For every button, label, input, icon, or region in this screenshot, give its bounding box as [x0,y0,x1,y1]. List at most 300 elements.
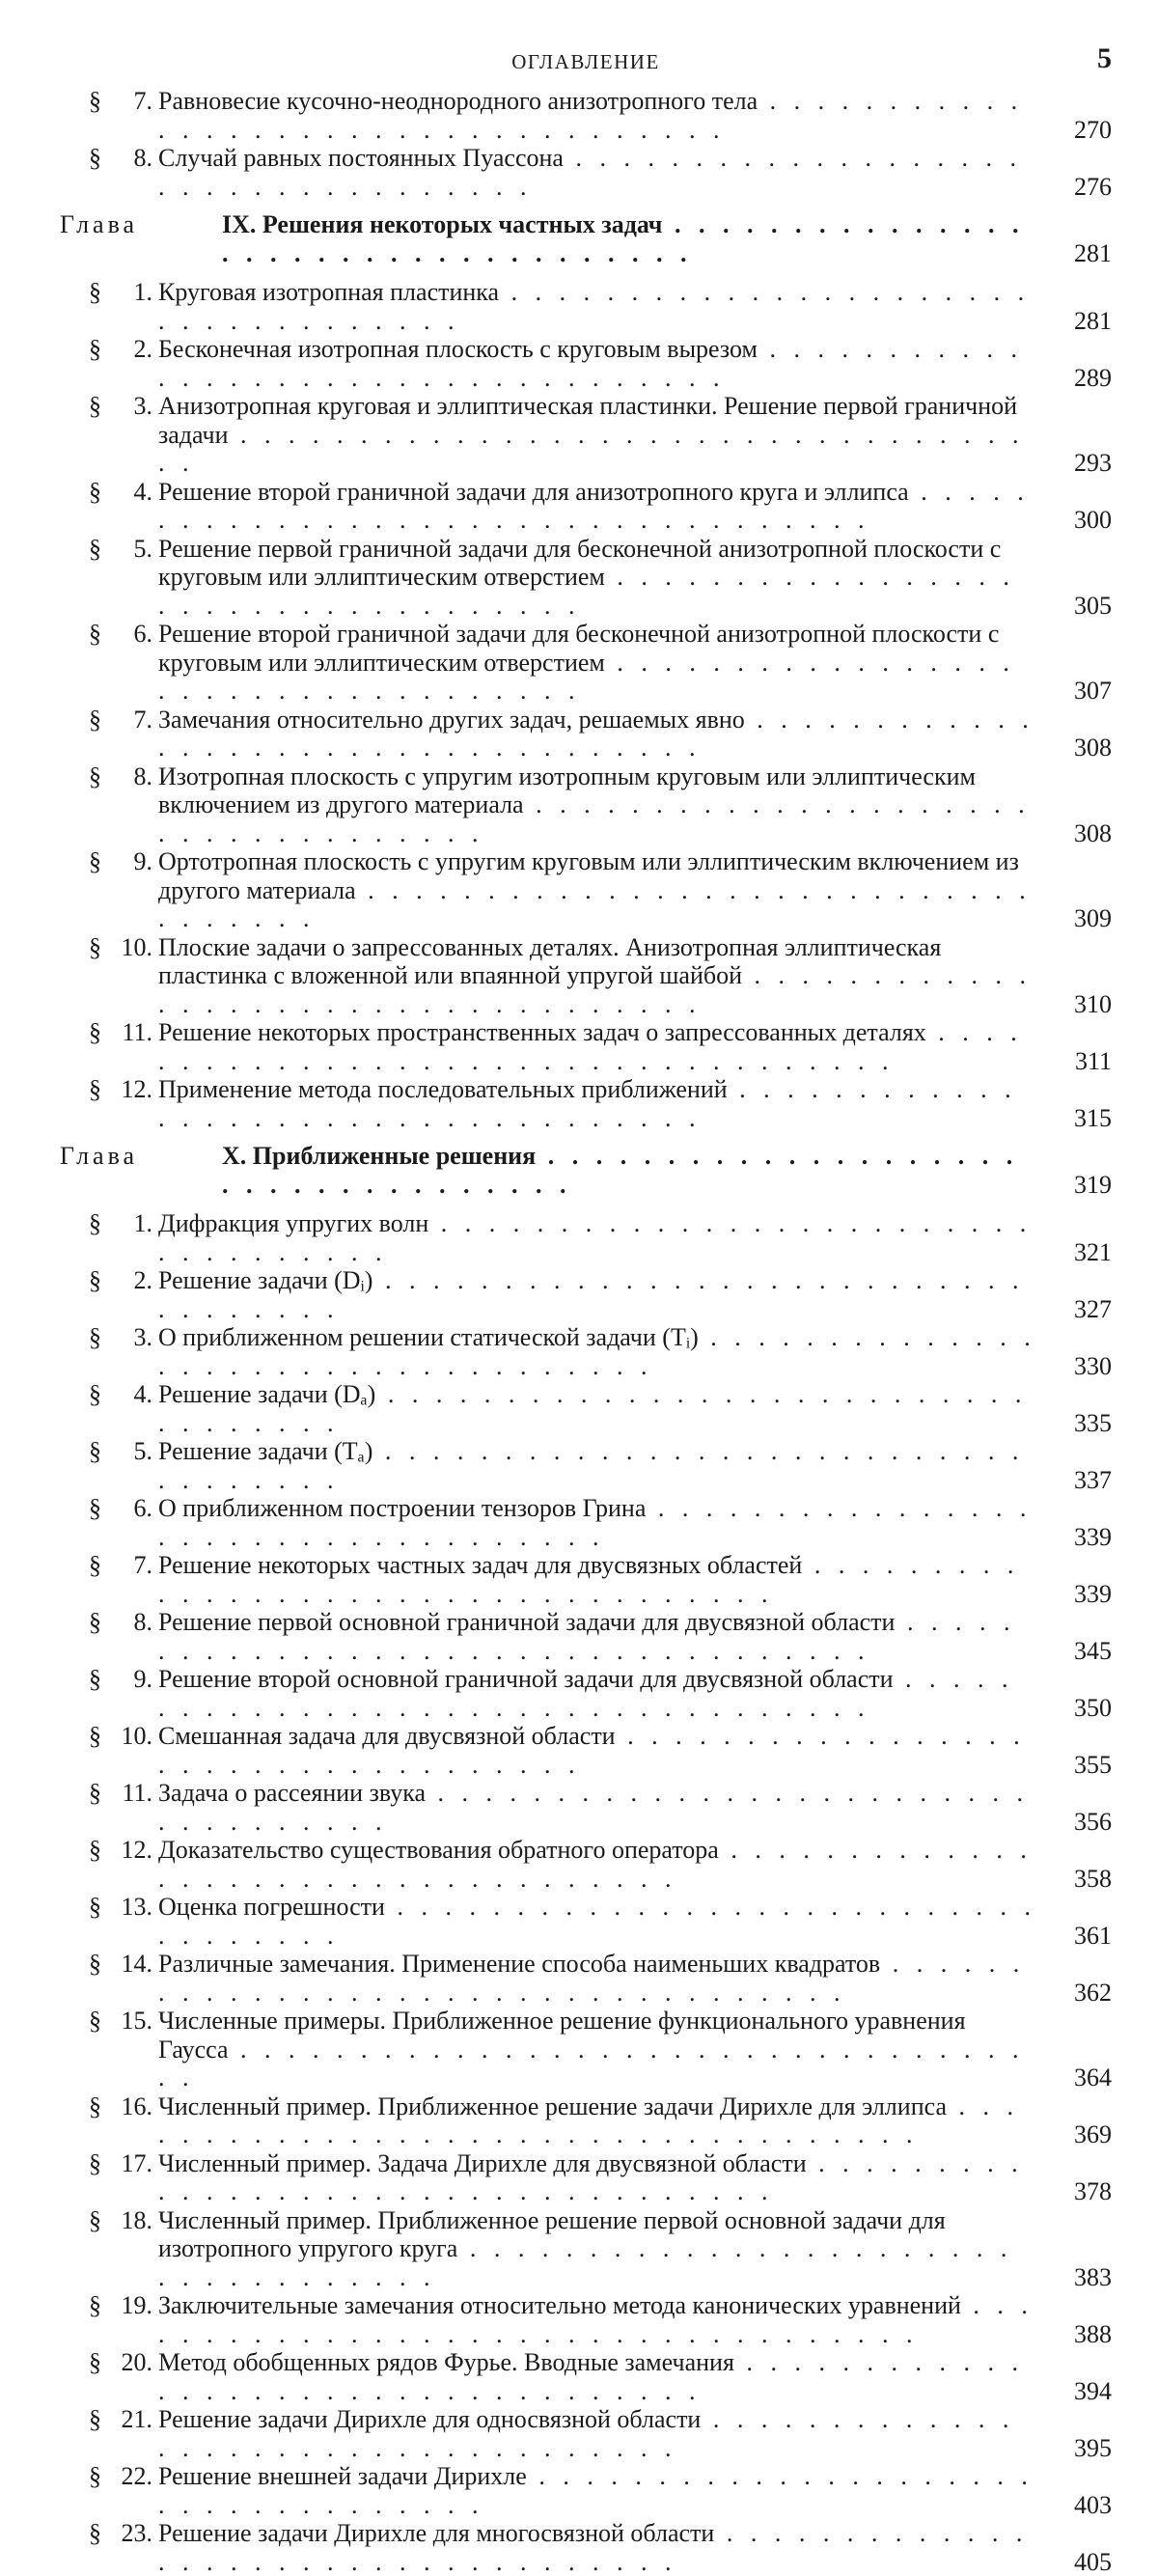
section-title: Смешанная задача для двусвязной области . . . . . . . . . . . . . . . . . . . . . . . . . . . . . . . . . . . [158,1722,1036,1779]
section-body [158,2206,1112,2292]
dot-leader: . . . . . . . . . . . . . . . . . . . . . . . . . . . . . . . . . . . [158,1779,1029,1836]
toc-entry [60,1722,1112,1779]
section-body [158,1018,1112,1075]
section-page-number: 270 [1044,116,1112,145]
section-number: 19. [122,2291,153,2320]
section-body [158,1209,1112,1266]
section-page-number: 405 [1044,2548,1112,2576]
toc-entry [60,1209,1112,1266]
section-page-number: 310 [1044,990,1112,1019]
section-page-number: 308 [1044,819,1112,848]
section-title: Решение задачи Дирихле для многосвязной области . . . . . . . . . . . . . . . . . . . . . . . . . . . . . . . . . . . [158,2519,1036,2576]
section-marker [60,620,158,649]
section-page-number: 337 [1044,1466,1112,1495]
section-symbol: § [89,392,101,421]
section-number: 12. [122,1075,153,1104]
section-number: 4. [134,478,153,507]
section-body [158,1950,1112,2007]
section-page-number: 300 [1044,506,1112,535]
section-marker [60,706,158,734]
section-marker [60,2206,158,2235]
section-marker [60,1209,158,1238]
section-marker [60,1437,158,1466]
section-body [158,2149,1112,2206]
section-symbol: § [89,2405,101,2434]
toc-entry [60,144,1112,201]
toc-entry [60,2007,1112,2092]
dot-leader: . . . . . . . . . . . . . . . . . . . . . . . . . . . . . . . . . . . [158,144,1022,201]
toc-entry [60,2291,1112,2348]
section-number: 7. [134,87,153,116]
section-marker [60,2405,158,2434]
section-symbol: § [89,1551,101,1580]
chapter-heading [60,210,1112,268]
section-number: 8. [134,762,153,791]
section-marker [60,478,158,507]
toc-entry [60,1494,1112,1551]
section-symbol: § [89,706,101,734]
section-number: 18. [122,2206,153,2235]
section-title: Случай равных постоянных Пуассона . . . . . . . . . . . . . . . . . . . . . . . . . . . . . . . . . . . [158,144,1036,201]
section-marker [60,144,158,173]
section-symbol: § [89,1266,101,1295]
dot-leader: . . . . . . . . . . . . . . . . . . . . . . . . . . . . . . . . . . . [158,563,1015,620]
section-marker [60,2092,158,2121]
section-number: 3. [134,392,153,421]
dot-leader: . . . . . . . . . . . . . . . . . . . . . . . . . . . . . . . . . . . [158,1722,1026,1779]
section-marker [60,2007,158,2036]
section-title: Задача о рассеянии звука . . . . . . . . . . . . . . . . . . . . . . . . . . . . . . . . . . . [158,1779,1036,1836]
chapter-page-number: 319 [1044,1171,1112,1200]
toc-entry [60,847,1112,933]
section-title: Решение задачи Дирихле для односвязной области . . . . . . . . . . . . . . . . . . . . . . . . . . . . . . . . . . . [158,2405,1036,2462]
section-number: 6. [134,1494,153,1523]
section-marker [60,847,158,876]
section-title: Численный пример. Приближенное решение первой основной задачи для изотропного упругого круга . . . . . . . . . . . . . . . . . . . . . . . . . . . . . . . . . . . [158,2206,1036,2292]
section-symbol: § [89,2462,101,2491]
section-title: Дифракция упругих волн . . . . . . . . . . . . . . . . . . . . . . . . . . . . . . . . . . . [158,1209,1036,1266]
page-number: 5 [1097,42,1112,75]
section-number: 20. [122,2348,153,2377]
section-symbol: § [89,2348,101,2377]
section-marker [60,1266,158,1295]
toc-entry [60,1266,1112,1323]
section-body [158,1266,1112,1323]
dot-leader: . . . . . . . . . . . . . . . . . . . . . . . . . . . . . . . . . . . [158,790,1031,847]
section-symbol: § [89,1836,101,1865]
section-body [158,762,1112,848]
toc-entry [60,1608,1112,1665]
section-title: Решение задачи (Tₐ) . . . . . . . . . . . . . . . . . . . . . . . . . . . . . . . . . . . [158,1437,1036,1494]
section-symbol: § [89,144,101,173]
section-title: Замечания относительно других задач, решаемых явно . . . . . . . . . . . . . . . . . . . . . . . . . . . . . . . . . . . [158,706,1036,762]
section-page-number: 335 [1044,1409,1112,1438]
dot-leader: . . . . . . . . . . . . . . . . . . . . . . . . . . . . . . . . . . . [158,1608,1015,1665]
section-marker [60,392,158,421]
toc-entry [60,933,1112,1019]
section-title: Численный пример. Задача Дирихле для двусвязной области . . . . . . . . . . . . . . . . . . . . . . . . . . . . . . . . . . . [158,2149,1036,2206]
dot-leader: . . . . . . . . . . . . . . . . . . . . . . . . . . . . . . . . . . . [158,1266,1024,1323]
section-marker [60,1323,158,1352]
section-page-number: 403 [1044,2491,1112,2520]
section-marker [60,278,158,307]
dot-leader: . . . . . . . . . . . . . . . . . . . . . . . . . . . . . . . . . . . [158,1950,1025,2007]
section-title: Решение второй основной граничной задачи для двусвязной области . . . . . . . . . . . . . . . . . . . . . . . . . . . . . . . . . . . [158,1665,1036,1722]
chapter-title-text: X. Приближенные решения . . . . . . . . . . . . . . . . . . . . . . . . . . . . . . . . . . . [222,1142,1018,1199]
chapter-label: Глава [60,210,222,268]
toc-entry [60,620,1112,706]
section-body [158,1893,1112,1950]
section-number: 14. [122,1950,153,1979]
section-number: 5. [134,535,153,564]
section-marker [60,933,158,962]
section-symbol: § [89,1779,101,1808]
dot-leader: . . . . . . . . . . . . . . . . . . . . . . . . . . . . . . . . . . . [158,1551,1019,1608]
section-symbol: § [89,2519,101,2548]
section-marker [60,2291,158,2320]
section-number: 8. [134,144,153,173]
dot-leader: . . . . . . . . . . . . . . . . . . . . . . . . . . . . . . . . . . . [158,278,1030,335]
section-page-number: 362 [1044,1979,1112,2008]
table-of-contents [60,87,1112,2576]
section-page-number: 308 [1044,734,1112,762]
section-body [158,1608,1112,1665]
section-title: О приближенном построении тензоров Грина . . . . . . . . . . . . . . . . . . . . . . . . . . . . . . . . . . . [158,1494,1036,1551]
toc-entry [60,2206,1112,2292]
section-symbol: § [89,335,101,364]
section-body [158,1380,1112,1437]
section-symbol: § [89,1950,101,1979]
dot-leader: . . . . . . . . . . . . . . . . . . . . . . . . . . . . . . . . . . . [158,876,1032,933]
section-page-number: 378 [1044,2177,1112,2206]
section-page-number: 364 [1044,2064,1112,2092]
chapter-title [222,1142,1112,1200]
section-title: Различные замечания. Применение способа наименьших квадратов . . . . . . . . . . . . . . . . . . . . . . . . . . . . . . . . . . . [158,1950,1036,2007]
section-marker [60,1380,158,1409]
section-body [158,2291,1112,2348]
section-number: 16. [122,2092,153,2121]
section-symbol: § [89,2007,101,2036]
section-number: 10. [122,933,153,962]
toc-entry [60,1018,1112,1075]
section-page-number: 307 [1044,677,1112,706]
dot-leader: . . . . . . . . . . . . . . . . . . . . . . . . . . . . . . . . . . . [158,2519,1028,2576]
section-page-number: 369 [1044,2120,1112,2149]
section-page-number: 361 [1044,1922,1112,1951]
section-title: Решение второй граничной задачи для бесконечной анизотропной плоскости с круговым или эллиптическим отверстием . . . . . . . . . . . . . . . . . . . . . . . . . . . . . . . . . . . [158,620,1036,706]
section-body [158,620,1112,706]
section-page-number: 309 [1044,904,1112,933]
toc-entry [60,392,1112,478]
section-symbol: § [89,620,101,649]
section-number: 10. [122,1722,153,1751]
toc-entry [60,478,1112,535]
dot-leader: . . . . . . . . . . . . . . . . . . . . . . . . . . . . . . . . . . . [158,2234,1012,2291]
section-title: Доказательство существования обратного оператора . . . . . . . . . . . . . . . . . . . . . . . . . . . . . . . . . . . [158,1836,1036,1893]
section-page-number: 281 [1044,307,1112,336]
section-page-number: 315 [1044,1104,1112,1133]
section-number: 7. [134,1551,153,1580]
section-marker [60,1551,158,1580]
section-body [158,1437,1112,1494]
section-body [158,87,1112,144]
section-body [158,478,1112,535]
section-title: О приближенном решении статической задачи (Tᵢ) . . . . . . . . . . . . . . . . . . . . . . . . . . . . . . . . . . . [158,1323,1036,1380]
section-marker [60,1665,158,1694]
section-marker [60,2462,158,2491]
section-title: Решение задачи (Dᵢ) . . . . . . . . . . . . . . . . . . . . . . . . . . . . . . . . . . . [158,1266,1036,1323]
section-body [158,535,1112,621]
section-marker [60,1494,158,1523]
section-symbol: § [89,1075,101,1104]
dot-leader: . . . . . . . . . . . . . . . . . . . . . . . . . . . . . . . . . . . [158,2036,1025,2092]
dot-leader: . . . . . . . . . . . . . . . . . . . . . . . . . . . . . . . . . . . [158,478,1030,535]
section-title: Решение внешней задачи Дирихле . . . . . . . . . . . . . . . . . . . . . . . . . . . . . . . . . . . [158,2462,1036,2519]
section-title: Применение метода последовательных приближений . . . . . . . . . . . . . . . . . . . . . . . . . . . . . . . . . . . [158,1075,1036,1132]
section-symbol: § [89,1893,101,1922]
section-marker [60,2149,158,2178]
section-number: 11. [122,1018,152,1047]
section-number: 9. [134,1665,153,1694]
section-number: 9. [134,847,153,876]
section-body [158,1551,1112,1608]
section-symbol: § [89,847,101,876]
section-body [158,2348,1112,2405]
section-symbol: § [89,2206,101,2235]
section-symbol: § [89,1323,101,1352]
section-number: 15. [122,2007,153,2036]
section-marker [60,762,158,791]
section-page-number: 388 [1044,2320,1112,2349]
section-symbol: § [89,1380,101,1409]
toc-entry [60,278,1112,335]
section-page-number: 305 [1044,592,1112,621]
section-body [158,933,1112,1019]
dot-leader: . . . . . . . . . . . . . . . . . . . . . . . . . . . . . . . . . . . [158,2092,1019,2149]
section-page-number: 345 [1044,1637,1112,1666]
toc-entry [60,2462,1112,2519]
toc-entry [60,2092,1112,2149]
section-body [158,335,1112,392]
section-marker [60,1608,158,1637]
chapter-heading [60,1142,1112,1200]
section-body [158,2519,1112,2576]
section-symbol: § [89,1722,101,1751]
section-page-number: 383 [1044,2263,1112,2292]
dot-leader: . . . . . . . . . . . . . . . . . . . . . . . . . . . . . . . . . . . [158,1437,1024,1494]
toc-entry [60,2348,1112,2405]
section-number: 3. [134,1323,153,1352]
section-title: Решение задачи (Dₐ) . . . . . . . . . . . . . . . . . . . . . . . . . . . . . . . . . . . [158,1380,1036,1437]
section-body [158,1323,1112,1380]
dot-leader: . . . . . . . . . . . . . . . . . . . . . . . . . . . . . . . . . . . [158,421,1025,478]
toc-entry [60,1075,1112,1132]
dot-leader: . . . . . . . . . . . . . . . . . . . . . . . . . . . . . . . . . . . [158,1893,1036,1950]
section-symbol: § [89,1437,101,1466]
dot-leader: . . . . . . . . . . . . . . . . . . . . . . . . . . . . . . . . . . . [158,1494,1032,1551]
dot-leader: . . . . . . . . . . . . . . . . . . . . . . . . . . . . . . . . . . . [222,1142,1018,1199]
section-body [158,2405,1112,2462]
section-title: Бесконечная изотропная плоскость с круговым вырезом . . . . . . . . . . . . . . . . . . . . . . . . . . . . . . . . . . . [158,335,1036,392]
section-symbol: § [89,2291,101,2320]
section-title: Решение некоторых частных задач для двусвязных областей . . . . . . . . . . . . . . . . . . . . . . . . . . . . . . . . . . . [158,1551,1036,1608]
section-page-number: 293 [1044,449,1112,478]
dot-leader: . . . . . . . . . . . . . . . . . . . . . . . . . . . . . . . . . . . [158,87,1023,144]
dot-leader: . . . . . . . . . . . . . . . . . . . . . . . . . . . . . . . . . . . [158,1323,1036,1380]
section-number: 17. [122,2149,153,2178]
section-symbol: § [89,933,101,962]
section-marker [60,1836,158,1865]
section-number: 23. [122,2519,153,2548]
section-title: Круговая изотропная пластинка . . . . . . . . . . . . . . . . . . . . . . . . . . . . . . . . . . . [158,278,1036,335]
section-symbol: § [89,478,101,507]
section-title: Равновесие кусочно-неоднородного анизотропного тела . . . . . . . . . . . . . . . . . . . . . . . . . . . . . . . . . . . [158,87,1036,144]
section-number: 13. [122,1893,153,1922]
section-marker [60,1075,158,1104]
section-marker [60,2519,158,2548]
section-body [158,1075,1112,1132]
section-number: 8. [134,1608,153,1637]
section-number: 12. [122,1836,153,1865]
section-page-number: 327 [1044,1295,1112,1324]
section-number: 6. [134,620,153,649]
section-page-number: 339 [1044,1523,1112,1552]
section-body [158,392,1112,478]
chapter-title-text: IX. Решения некоторых частных задач . . . . . . . . . . . . . . . . . . . . . . . . . . . . . . . . . . . [222,210,1024,267]
section-number: 2. [134,335,153,364]
dot-leader: . . . . . . . . . . . . . . . . . . . . . . . . . . . . . . . . . . . [158,2462,1034,2519]
section-symbol: § [89,278,101,307]
section-marker [60,1722,158,1751]
toc-entry [60,1893,1112,1950]
section-body [158,144,1112,201]
section-title: Решение первой граничной задачи для бесконечной анизотропной плоскости с круговым или эллиптическим отверстием . . . . . . . . . . . . . . . . . . . . . . . . . . . . . . . . . . . [158,535,1036,621]
section-number: 1. [134,278,153,307]
section-symbol: § [89,1608,101,1637]
toc-entry [60,706,1112,762]
dot-leader: . . . . . . . . . . . . . . . . . . . . . . . . . . . . . . . . . . . [158,1209,1032,1266]
dot-leader: . . . . . . . . . . . . . . . . . . . . . . . . . . . . . . . . . . . [158,2348,1024,2405]
section-title: Решение первой основной граничной задачи для двусвязной области . . . . . . . . . . . . . . . . . . . . . . . . . . . . . . . . . . . [158,1608,1036,1665]
toc-entry [60,335,1112,392]
section-symbol: § [89,1665,101,1694]
section-title: Численный пример. Приближенное решение задачи Дирихле для эллипса . . . . . . . . . . . . . . . . . . . . . . . . . . . . . . . . . . . [158,2092,1036,2149]
section-marker [60,335,158,364]
section-body [158,1665,1112,1722]
section-marker [60,1018,158,1047]
toc-entry [60,1323,1112,1380]
section-body [158,1722,1112,1779]
section-title: Решение второй граничной задачи для анизотропного круга и эллипса . . . . . . . . . . . . . . . . . . . . . . . . . . . . . . . . . . . [158,478,1036,535]
section-number: 4. [134,1380,153,1409]
toc-entry [60,2405,1112,2462]
section-symbol: § [89,2092,101,2121]
section-symbol: § [89,1494,101,1523]
dot-leader: . . . . . . . . . . . . . . . . . . . . . . . . . . . . . . . . . . . [158,1018,1023,1075]
section-number: 7. [134,706,153,734]
section-page-number: 311 [1044,1047,1112,1076]
dot-leader: . . . . . . . . . . . . . . . . . . . . . . . . . . . . . . . . . . . [158,1380,1027,1437]
section-body [158,2092,1112,2149]
section-symbol: § [89,2149,101,2178]
section-title: Решение некоторых пространственных задач о запрессованных деталях . . . . . . . . . . . . . . . . . . . . . . . . . . . . . . . . . . . [158,1018,1036,1075]
dot-leader: . . . . . . . . . . . . . . . . . . . . . . . . . . . . . . . . . . . [158,2149,1024,2206]
section-body [158,1779,1112,1836]
section-page-number: 321 [1044,1238,1112,1267]
dot-leader: . . . . . . . . . . . . . . . . . . . . . . . . . . . . . . . . . . . [222,210,1024,267]
section-body [158,2462,1112,2519]
page-header [60,42,1112,87]
toc-entry [60,2149,1112,2206]
section-body [158,1836,1112,1893]
section-number: 2. [134,1266,153,1295]
dot-leader: . . . . . . . . . . . . . . . . . . . . . . . . . . . . . . . . . . . [158,961,1032,1018]
dot-leader: . . . . . . . . . . . . . . . . . . . . . . . . . . . . . . . . . . . [158,2291,1034,2348]
section-title: Плоские задачи о запрессованных деталях. Анизотропная эллиптическая пластинка с вложенной или впаянной упругой шайбой . . . . . . . . . . . . . . . . . . . . . . . . . . . . . . . . . . . [158,933,1036,1019]
dot-leader: . . . . . . . . . . . . . . . . . . . . . . . . . . . . . . . . . . . [158,1665,1014,1722]
section-title: Ортотропная плоскость с упругим круговым или эллиптическим включением из другого материала . . . . . . . . . . . . . . . . . . . . . . . . . . . . . . . . . . . [158,847,1036,933]
dot-leader: . . . . . . . . . . . . . . . . . . . . . . . . . . . . . . . . . . . [158,1836,1033,1893]
section-symbol: § [89,1018,101,1047]
section-page-number: 289 [1044,364,1112,393]
section-marker [60,535,158,564]
toc-entry [60,1779,1112,1836]
section-marker [60,1893,158,1922]
section-body [158,1494,1112,1551]
section-title: Заключительные замечания относительно метода канонических уравнений . . . . . . . . . . . . . . . . . . . . . . . . . . . . . . . . . . . [158,2291,1036,2348]
toc-entry [60,1950,1112,2007]
dot-leader: . . . . . . . . . . . . . . . . . . . . . . . . . . . . . . . . . . . [158,649,1015,706]
page-title: ОГЛАВЛЕНИЕ [60,50,1112,74]
toc-entry [60,1836,1112,1893]
toc-entry [60,762,1112,848]
dot-leader: . . . . . . . . . . . . . . . . . . . . . . . . . . . . . . . . . . . [158,1075,1017,1132]
toc-entry [60,1551,1112,1608]
section-title: Анизотропная круговая и эллиптическая пластинки. Решение первой граничной задачи . . . . . . . . . . . . . . . . . . . . . . . . . . . . . . . . . . . [158,392,1036,478]
section-symbol: § [89,87,101,116]
section-page-number: 358 [1044,1865,1112,1894]
chapter-title [222,210,1112,268]
section-page-number: 276 [1044,173,1112,202]
section-title: Оценка погрешности . . . . . . . . . . . . . . . . . . . . . . . . . . . . . . . . . . . [158,1893,1036,1950]
toc-entry [60,2519,1112,2576]
section-title: Численные примеры. Приближенное решение функционального уравнения Гаусса . . . . . . . . . . . . . . . . . . . . . . . . . . . . . . . . . . . [158,2007,1036,2092]
section-page-number: 394 [1044,2377,1112,2406]
section-body [158,278,1112,335]
toc-entry [60,87,1112,144]
section-marker [60,87,158,116]
section-symbol: § [89,762,101,791]
section-body [158,847,1112,933]
section-page-number: 330 [1044,1352,1112,1381]
toc-entry [60,1437,1112,1494]
section-body [158,706,1112,762]
section-marker [60,2348,158,2377]
section-symbol: § [89,535,101,564]
section-number: 1. [134,1209,153,1238]
section-body [158,2007,1112,2092]
toc-entry [60,1380,1112,1437]
section-number: 5. [134,1437,153,1466]
section-page-number: 356 [1044,1808,1112,1837]
dot-leader: . . . . . . . . . . . . . . . . . . . . . . . . . . . . . . . . . . . [158,335,1023,392]
dot-leader: . . . . . . . . . . . . . . . . . . . . . . . . . . . . . . . . . . . [158,2405,1014,2462]
section-marker [60,1950,158,1979]
section-page-number: 339 [1044,1580,1112,1609]
toc-page [60,42,1112,2576]
toc-entry [60,1665,1112,1722]
section-title: Метод обобщенных рядов Фурье. Вводные замечания . . . . . . . . . . . . . . . . . . . . . . . . . . . . . . . . . . . [158,2348,1036,2405]
